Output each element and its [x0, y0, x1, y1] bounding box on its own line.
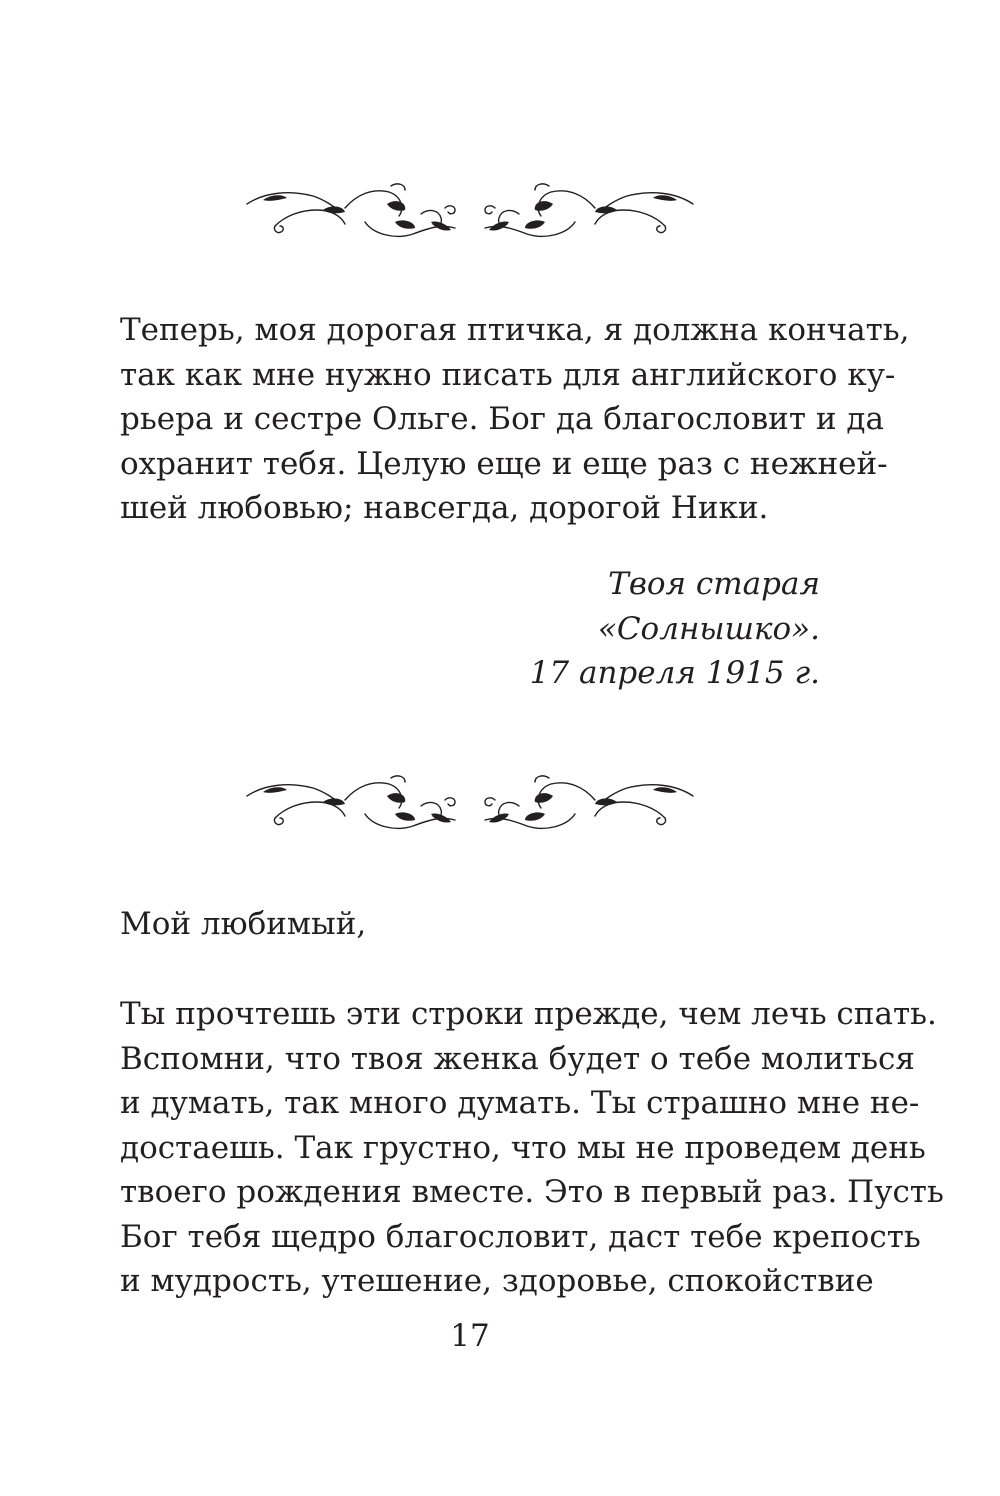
- text-line: охранит тебя. Целую еще и еще раз с нежней-: [120, 445, 888, 482]
- text-line: и думать, так много думать. Ты страшно мне не-: [120, 1085, 920, 1121]
- letter-salutation: [120, 902, 820, 947]
- signature-line: Твоя старая: [608, 566, 820, 602]
- signature-date: 17 апреля 1915 г.: [529, 655, 820, 691]
- ornament-scroll-icon: [245, 178, 695, 248]
- salutation-line: Мой любимый,: [120, 906, 367, 942]
- text-line: Теперь, моя дорогая птичка, я должна кончать,: [120, 312, 910, 348]
- text-line: Вспомни, что твоя женка будет о тебе молиться: [120, 1040, 915, 1077]
- letter-body: [120, 308, 910, 531]
- text-line: рьера и сестре Ольге. Бог да благословит и да: [120, 401, 884, 437]
- text-line: шей любовью; навсегда, дорогой Ники.: [120, 490, 769, 526]
- letter-body: [120, 992, 944, 1304]
- text-line: твоего рождения вместе. Это в первый раз. Пусть: [120, 1174, 944, 1210]
- text-line: достаешь. Так грустно, что мы не проведем день: [120, 1129, 926, 1166]
- signature-line: «Солнышко».: [597, 610, 820, 647]
- text-line: Бог тебя щедро благословит, даст тебе крепость: [120, 1218, 921, 1255]
- text-line: Ты прочтешь эти строки прежде, чем лечь спать.: [120, 996, 937, 1032]
- page-number: 17: [450, 1318, 490, 1354]
- text-line: и мудрость, утешение, здоровье, спокойствие: [120, 1263, 874, 1299]
- text-line: так как мне нужно писать для английского ку-: [120, 356, 896, 393]
- ornament-scroll-icon: [245, 770, 695, 840]
- letter-signature: [530, 562, 820, 696]
